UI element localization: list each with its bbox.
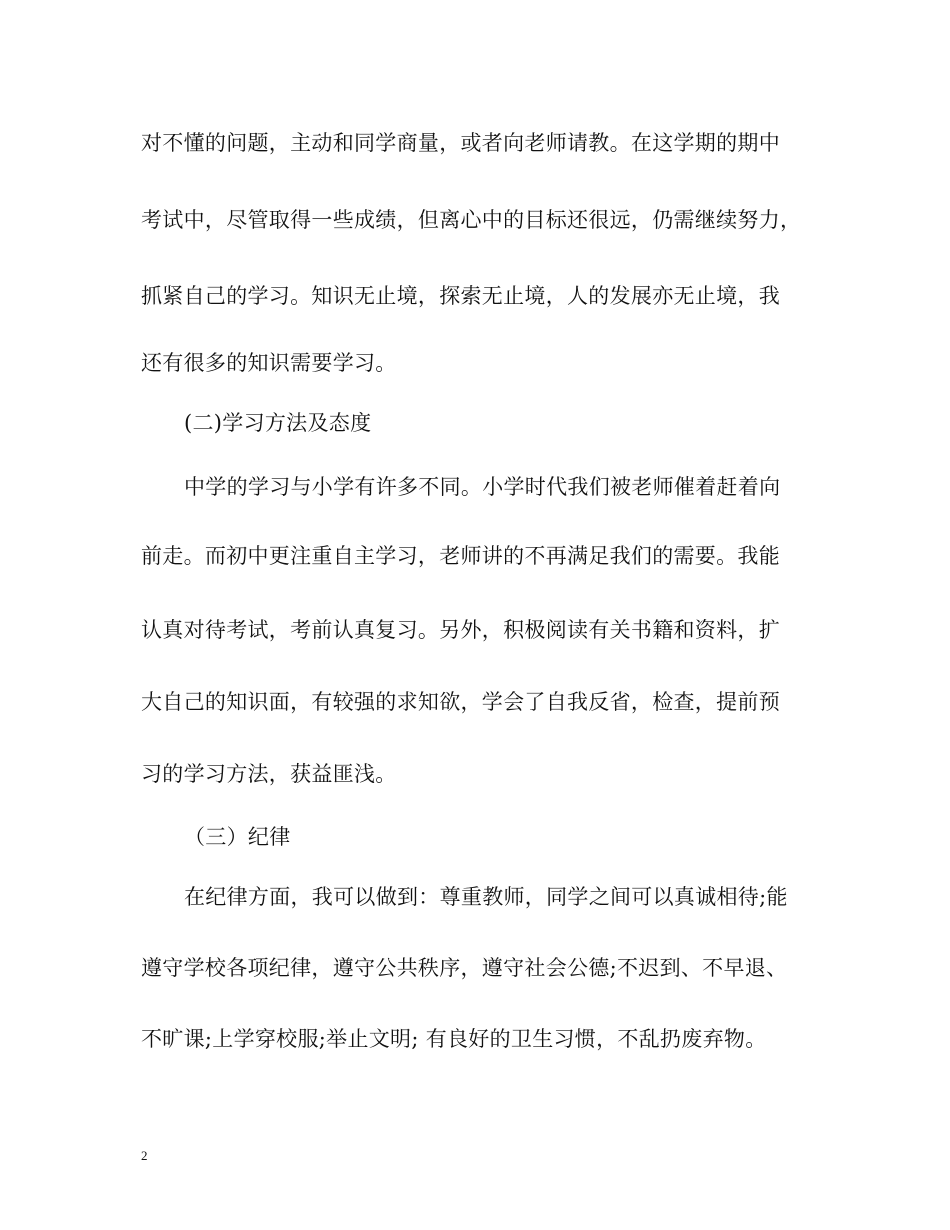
text-line: 抓紧自己的学习。知识无止境，探索无止境，人的发展亦无止境，我: [141, 284, 780, 308]
text-line: 在纪律方面，我可以做到：尊重教师，同学之间可以真诚相待;能: [184, 885, 788, 909]
text-line: 考试中，尽管取得一些成绩，但离心中的目标还很远，仍需继续努力，: [141, 208, 802, 232]
section-heading: （三）纪律: [184, 825, 291, 849]
section-heading: (二)学习方法及态度: [184, 411, 372, 435]
text-line: 对不懂的问题，主动和同学商量，或者向老师请教。在这学期的期中: [141, 131, 780, 155]
text-line: 前走。而初中更注重自主学习，老师讲的不再满足我们的需要。我能: [141, 544, 780, 568]
text-line: 大自己的知识面，有较强的求知欲，学会了自我反省，检查，提前预: [141, 690, 780, 714]
text-line: 遵守学校各项纪律，遵守公共秩序，遵守社会公德;不迟到、不早退、: [141, 956, 788, 980]
text-line: 还有很多的知识需要学习。: [141, 351, 397, 375]
text-line: 认真对待考试，考前认真复习。另外，积极阅读有关书籍和资料，扩: [141, 618, 780, 642]
text-line: 中学的学习与小学有许多不同。小学时代我们被老师催着赶着向: [184, 475, 781, 499]
text-line: 习的学习方法，获益匪浅。: [141, 762, 397, 786]
page-number: 2: [141, 1148, 148, 1163]
text-line: 不旷课;上学穿校服;举止文明; 有良好的卫生习惯，不乱扔废弃物。: [141, 1027, 767, 1051]
